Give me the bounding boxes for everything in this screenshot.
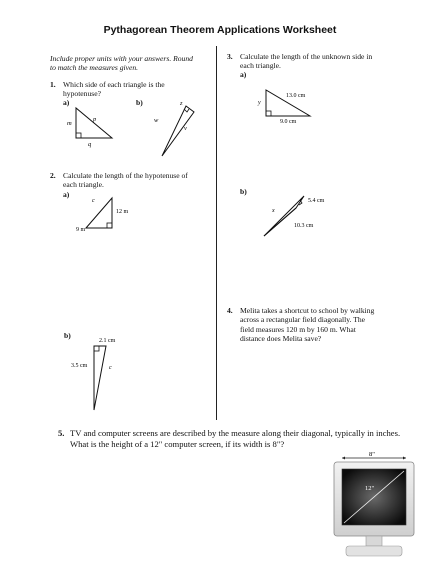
column-divider	[216, 46, 217, 420]
q3b-label-bottom: 10.3 cm	[294, 223, 314, 229]
q3-line-2: each triangle.	[240, 61, 281, 71]
q1b-label-z: z	[180, 100, 183, 107]
q1-triangle-a	[60, 104, 120, 148]
q2-text	[63, 171, 188, 190]
q5-line-1: TV and computer screens are described by the measure along their diagonal, typically in inches.	[70, 428, 401, 438]
q2a-label-c: c	[92, 198, 95, 204]
q1b-label-w: w	[154, 117, 159, 124]
q2b-label-top: 2.1 cm	[99, 338, 116, 344]
q1a-label-q: q	[88, 141, 92, 148]
q1-triangle-b	[148, 98, 204, 162]
instructions-line-2: to match the measures given.	[50, 63, 139, 73]
q2-line-2: each triangle.	[63, 180, 104, 190]
q4-line-2: across a rectangular field diagonally. The	[240, 315, 366, 325]
instructions	[50, 54, 193, 73]
q3b-label-top: 5.4 cm	[308, 198, 325, 204]
q5-line-2: What is the height of a 12" computer screen, if its width is 8"?	[70, 439, 285, 449]
q2-triangle-b	[68, 334, 134, 418]
q2a-label-12m: 12 m	[116, 209, 129, 215]
q3-triangle-b	[258, 190, 348, 244]
q5-number: 5.	[58, 428, 65, 438]
q1-b-label: b)	[136, 98, 143, 107]
monitor-illustration	[330, 450, 416, 562]
q3-number: 3.	[227, 52, 233, 61]
q3-b-label: b)	[240, 187, 247, 196]
width-label: 8"	[369, 451, 375, 458]
q3a-label-y: y	[258, 100, 261, 106]
q2-a-label: a)	[63, 190, 70, 199]
q3a-label-bottom: 9.0 cm	[280, 119, 297, 125]
monitor-base	[346, 546, 402, 556]
q1-a-label: a)	[63, 98, 70, 107]
q4-text	[240, 306, 374, 344]
monitor-neck	[366, 536, 382, 546]
q1a-label-p: p	[93, 116, 97, 123]
q5-text	[70, 428, 400, 450]
q1b-label-v: v	[184, 125, 187, 132]
q3-line-1: Calculate the length of the unknown side in	[240, 52, 373, 61]
diagonal-label: 12"	[365, 485, 375, 492]
q2b-label-c: c	[109, 365, 112, 371]
q4-line-3: field measures 120 m by 160 m. What	[240, 324, 356, 334]
q1-line-2: hypotenuse?	[63, 89, 101, 99]
q2-number: 2.	[50, 171, 56, 180]
q2-triangle-a	[70, 192, 140, 236]
worksheet-title: Pythagorean Theorem Applications Worksheet	[103, 24, 337, 36]
q1-number: 1.	[50, 80, 56, 89]
q4-number: 4.	[227, 306, 233, 315]
instructions-line-1: Include proper units with your answers. Round	[50, 54, 193, 63]
q3-triangle-a	[250, 82, 330, 126]
q2b-label-left: 3.5 cm	[71, 363, 88, 369]
q3-a-label: a)	[240, 70, 247, 79]
q2a-label-9m: 9 m	[76, 227, 86, 233]
q1-text	[63, 80, 165, 99]
q3-text	[240, 52, 372, 71]
q4-line-1: Melita takes a shortcut to school by walking	[240, 306, 375, 315]
q3a-label-hyp: 13.0 cm	[286, 93, 306, 99]
q4-line-4: distance does Melita save?	[240, 334, 322, 344]
q2-line-1: Calculate the length of the hypotenuse of	[63, 171, 188, 180]
q2-b-label: b)	[64, 331, 71, 340]
q3b-label-x: x	[272, 208, 275, 214]
q1-line-1: Which side of each triangle is the	[63, 80, 165, 89]
q1a-label-m: m	[67, 120, 72, 127]
